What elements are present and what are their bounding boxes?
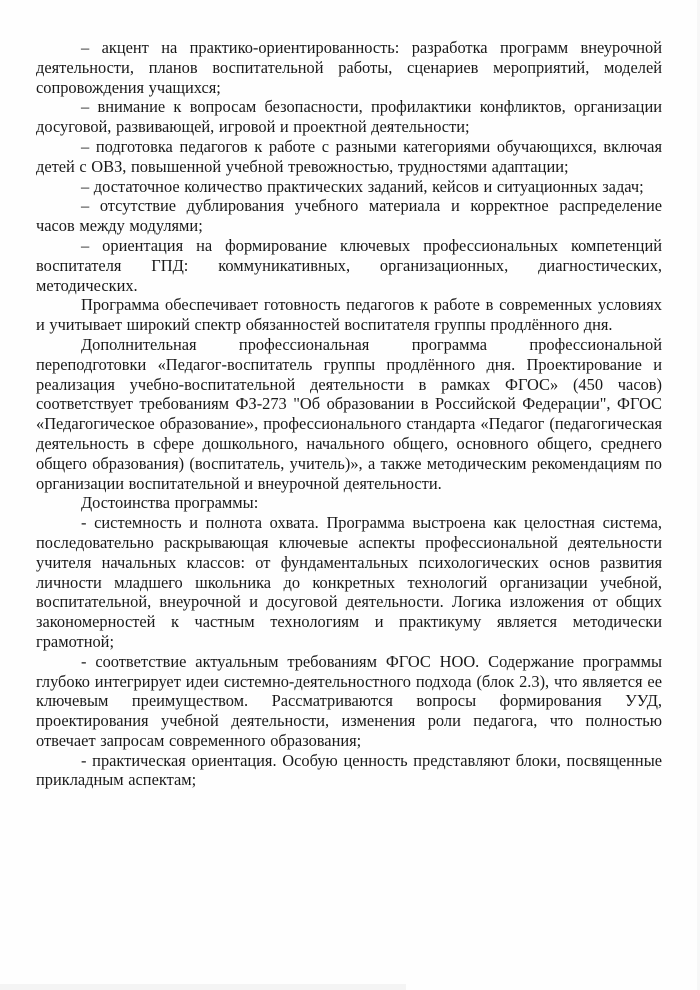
document-body [36,38,662,790]
paragraph-advantage-practical: - практическая ориентация. Особую ценность представляют блоки, посвященные прикладным аспектам; [36,750,662,790]
paragraph-advantage-fgos-noo: - соответствие актуальным требованиям ФГОС НОО. Содержание программы глубоко интегрирует идеи системно-деятельностного подхода (блок 2.3), что является ее ключевым преимуществом. Рассматриваются вопросы формирования УУД, проектирования учебной деятельности, изменения роли педагога, что полностью отвечает запросам современного образования; [36,651,662,750]
paragraph-bullet-no-duplication: – отсутствие дублирования учебного материала и корректное распределение часов между модулями; [36,196,662,236]
paragraph-advantage-systemic: - системность и полнота охвата. Программа выстроена как целостная система, последовательно раскрывающая ключевые аспекты профессиональной деятельности учителя начальных классов: от фундаментальных психологических основ развития личности младшего школьника до конкретных технологий организации учебной, воспитательной, внеурочной и досуговой деятельности. Логика изложения от общих закономерностей к частным технологиям и практикуму является методически грамотной; [36,513,662,651]
paragraph-bullet-practical-tasks: – достаточное количество практических заданий, кейсов и ситуационных задач; [81,176,644,196]
paragraph-bullet-competencies: – ориентация на формирование ключевых профессиональных компетенций воспитателя ГПД: коммуникативных, организационных, диагностических, методических. [36,235,662,295]
paragraph-program-compliance: Дополнительная профессиональная программа профессиональной переподготовки «Педагог-воспитатель группы продлённого дня. Проектирование и реализация учебно-воспитательной деятельности в рамках ФГОС» (450 часов) соответствует требованиям ФЗ-273 "Об образовании в Российской Федерации", ФГОС «Педагогическое образование», профессионального стандарта «Педагог (педагогическая деятельность в сфере дошкольного, начального общего, основного общего, среднего общего образования) (воспитатель, учитель)», а также методическим рекомендациям по организации воспитательной и внеурочной деятельности. [36,334,662,493]
paragraph-program-readiness: Программа обеспечивает готовность педагогов к работе в современных условиях и учитывает широкий спектр обязанностей воспитателя группы продлённого дня. [36,295,662,335]
scan-artifact-band [0,984,406,990]
paragraph-advantages-heading: Достоинства программы: [81,493,259,513]
paragraph-bullet-practice-orientation: – акцент на практико-ориентированность: разработка программ внеурочной деятельности, планов воспитательной работы, сценариев мероприятий, моделей сопровождения учащихся; [36,38,662,97]
paragraph-bullet-teacher-preparation: – подготовка педагогов к работе с разными категориями обучающихся, включая детей с ОВЗ, повышенной учебной тревожностью, трудностями адаптации; [36,136,662,176]
paragraph-bullet-safety: – внимание к вопросам безопасности, профилактики конфликтов, организации досуговой, развивающей, игровой и проектной деятельности; [36,97,662,137]
